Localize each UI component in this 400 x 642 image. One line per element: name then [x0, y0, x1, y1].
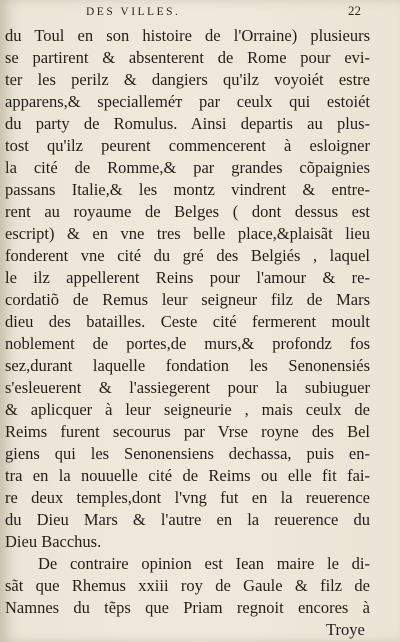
text-line: fonderent vne cité du gré des Belgiés , laquel — [5, 246, 370, 265]
text-line: Dieu Bacchus. — [5, 532, 102, 551]
text-line: tost qu'ilz peurent commencerent à esloigner — [5, 136, 370, 155]
text-line: passans Italie,& les montz vindrent & entre- — [5, 180, 370, 199]
text-line: giens qui les Senonensiens dechassa, puis en- — [5, 444, 370, 463]
text-line: cordatiõ de Remus leur seigneur filz de Mars — [5, 290, 370, 309]
text-line: se partirent & absenterent de Rome pour evi- — [5, 48, 370, 67]
text-line: re deux temples,dont l'vng fut en la reuerence — [5, 488, 370, 507]
text-line: dieu des batailles. Ceste cité fermerent moult — [5, 312, 370, 331]
text-line: apparens,& specialleméт par ceulx qui estoiét — [5, 92, 370, 111]
text-line: sez,durant laquelle fondation les Senonensiés — [5, 356, 370, 375]
text-line: rent au royaume de Belges ( dont dessus est — [5, 202, 370, 221]
text-line: sãt que Rhemus xxiii roy de Gaule & filz de — [5, 576, 370, 595]
text-line: du Dieu Mars & l'autre en la reuerence du — [5, 510, 370, 529]
paragraph-first-line: De contraire opinion est Iean maire le di- — [38, 554, 370, 573]
text-line: la cité de Romme,& par grandes cõpaignies — [5, 158, 370, 177]
text-line: Namnes du tẽps que Priam regnoit encores à — [5, 598, 370, 617]
text-line: tra en la nouuelle cité de Reims ou elle fit fai- — [5, 466, 370, 485]
text-line: noblement de portes,de murs,& profondz fos — [5, 334, 370, 353]
running-head: DES VILLES. — [86, 6, 181, 18]
text-line: du Toul en son histoire de l'Orraine) plusieurs — [5, 26, 370, 45]
text-line: le ilz appellerent Reins pour l'amour & re- — [5, 268, 370, 287]
text-line: du party de Romulus. Ainsi departis au plus- — [5, 114, 370, 133]
text-line: ter les perilz & dangiers qu'ilz voyoiét estre — [5, 70, 370, 89]
text-line: escript) & en vne tres belle place,&plaisãt lieu — [5, 224, 370, 243]
text-line: & aplicquer à leur seigneurie , mais ceulx de — [5, 400, 370, 419]
catchword-line: Troye — [326, 620, 365, 639]
page-number: 22 — [348, 3, 361, 18]
text-line: Reims furent secourus par Vrse royne des Bel — [5, 422, 370, 441]
text-line: s'esleuerent & l'assiegerent pour la subiuguer — [5, 378, 370, 397]
